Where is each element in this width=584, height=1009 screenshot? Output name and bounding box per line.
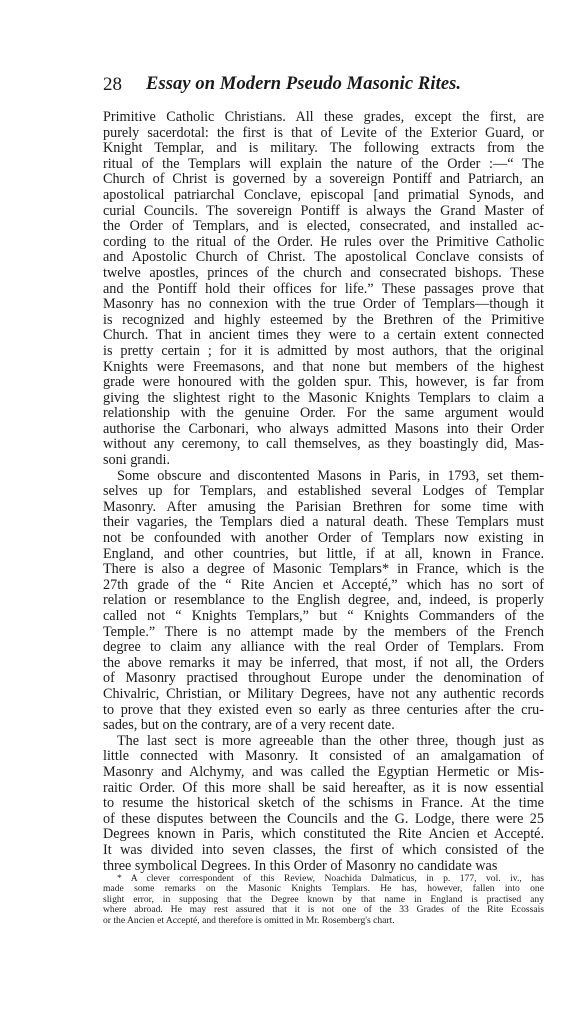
text-line: the above remarks it may be inferred, that most, if not all, the Orders [103, 655, 544, 671]
text-line: Masonry. After amusing the Parisian Brethren for some time with [103, 499, 544, 515]
text-line: ritual of the Templars will explain the nature of the Order :—“ The [103, 156, 544, 172]
text-line: grade were honoured with the golden spur. This, however, is far from [103, 375, 544, 391]
text-line: soni grandi. [103, 453, 170, 469]
text-line: called not “ Knights Templars,” but “ Knights Commanders of the [103, 609, 544, 624]
text-line: apostolical patriarchal Conclave, episcopal [and primatial Synods, and [103, 187, 544, 203]
text-line: Some obscure and discontented Masons in Paris, in 1793, set them- [117, 468, 544, 484]
text-line: without any ceremony, to call themselves, as they boastingly did, Mas- [103, 437, 544, 453]
text-line: selves up for Templars, and established several Lodges of Templar [103, 484, 544, 500]
paragraph [103, 734, 544, 874]
text-line: curial Councils. The sovereign Pontiff is always the Grand Master of [103, 203, 544, 219]
text-line: Church. That in ancient times they were to a certain extent connected [103, 328, 544, 344]
text-line: giving the slightest right to the Masonic Knights Templars to claim a [103, 390, 544, 406]
text-line: Knight Templar, and is military. The following extracts from the [103, 141, 544, 157]
text-line: three symbolical Degrees. In this Order of Masonry no candidate was [103, 858, 498, 874]
text-line: relation or resemblance to the English degree, and, indeed, is properly [103, 593, 544, 609]
footnote-line: or the Ancien et Accepté, and therefore is omitted in Mr. Rosemberg's chart. [103, 915, 395, 926]
text-line: their vagaries, the Templars died a natural death. These Templars must [103, 515, 544, 531]
text-line: to prove that they existed even so early as three centuries after the cru- [103, 702, 544, 718]
page-header [103, 74, 544, 96]
text-line: Degrees known in Paris, which constituted the Rite Ancien et Accepté. [103, 827, 544, 843]
footnote-line: made some remarks on the Masonic Knights Templars. He has, however, fallen into one [103, 884, 544, 895]
text-line: It was divided into seven classes, the first of which consisted of the [103, 842, 544, 858]
text-line: not be confounded with another Order of Templars now existing in [103, 531, 544, 547]
footnote-line: * A clever correspondent of this Review, Noachida Dalmaticus, in p. 177, vol. iv., has [117, 874, 544, 884]
text-line: of these disputes between the Councils and the G. Lodge, there were 25 [103, 811, 544, 827]
text-line: and the Pontiff hold their offices for life.” These passages prove that [103, 281, 544, 297]
running-title: Essay on Modern Pseudo Masonic Rites. [146, 74, 462, 94]
footnote-line: slight error, in supposing that the Degree known by that name in England is practised any [103, 894, 544, 905]
footnote-line: where abroad. He may rest assured that it is not one of the 33 Grades of the Rite Ecossais [103, 905, 544, 916]
text-line: the Order of Templars, and is elected, consecrated, and installed ac- [103, 219, 544, 235]
text-line: Chivalric, Christian, or Military Degrees, have not any authentic records [103, 686, 544, 702]
text-line: Masonry and Alchymy, and was called the Egyptian Hermetic or Mis- [103, 764, 544, 780]
text-line: twelve apostles, princes of the church and consecrated bishops. These [103, 265, 544, 281]
text-line: Primitive Catholic Christians. All these grades, except the first, are [103, 110, 544, 125]
text-line: is pretty certain ; for it is admitted by most authors, that the original [103, 343, 544, 359]
text-line: cording to the ritual of the Order. He rules over the Primitive Catholic [103, 234, 544, 250]
page-number: 28 [103, 74, 122, 95]
text-line: degree to claim any alliance with the real Order of Templars. From [103, 640, 544, 656]
text-line: 27th grade of the “ Rite Ancien et Accepté,” which has no sort of [103, 577, 544, 593]
text-line: There is also a degree of Masonic Templars* in France, which is the [103, 562, 544, 578]
text-line: authorise the Carbonari, who always admitted Masons into their Order [103, 421, 544, 437]
text-line: Church of Christ is governed by a sovereign Pontiff and Patriarch, an [103, 172, 544, 188]
text-line: England, and other countries, but little, if at all, known in France. [103, 546, 544, 562]
text-line: relationship with the genuine Order. For the same argument would [103, 406, 544, 422]
text-line: Masonry has no connexion with the true Order of Templars—though it [103, 297, 544, 313]
text-line: raitic Order. Of this more shall be said hereafter, as it is now essential [103, 780, 544, 796]
paragraph [103, 469, 544, 734]
text-line: sades, but on the contrary, are of a very recent date. [103, 718, 395, 734]
text-line: purely sacerdotal: the first is that of Levite of the Exterior Guard, or [103, 125, 544, 141]
text-line: is recognized and highly esteemed by the Brethren of the Primitive [103, 312, 544, 328]
text-line: to resume the historical sketch of the schisms in France. At the time [103, 796, 544, 812]
text-line: and Apostolic Church of Christ. The apostolical Conclave consists of [103, 250, 544, 266]
body-text [103, 110, 544, 874]
text-line: little connected with Masonry. It consisted of an amalgamation of [103, 749, 544, 765]
text-line: of Masonry practised throughout Europe under the denomination of [103, 671, 544, 687]
text-line: Temple.” There is no attempt made by the members of the French [103, 624, 544, 640]
paragraph [103, 110, 544, 469]
text-line: Knights were Freemasons, and that none but members of the highest [103, 359, 544, 375]
footnote [103, 874, 544, 926]
text-line: The last sect is more agreeable than the other three, though just as [117, 733, 544, 749]
footnotes [103, 874, 544, 926]
